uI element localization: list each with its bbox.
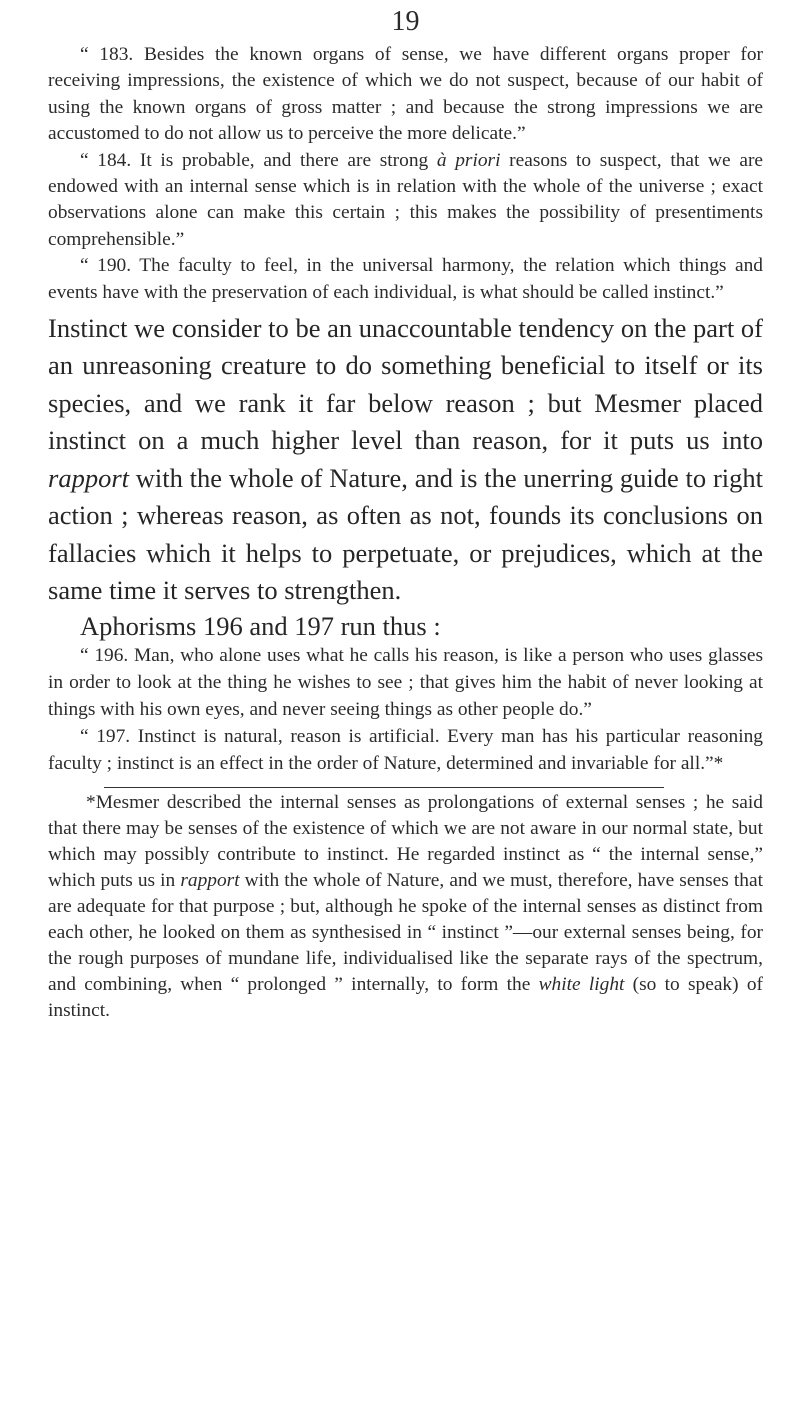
footnote-text-c: (so to speak) of instinct. (48, 974, 763, 1022)
body-paragraph-text-a: Instinct we consider to be an unaccountable tendency on the part of an unreasoning creature to do something beneficial to itself or its species, and we rank it far below reason ; but Mesmer placed instinct on a much higher level than reason, for it puts us into (48, 313, 763, 456)
body-paragraph-italic: rapport (48, 462, 129, 493)
footnote-text-a: *Mesmer described the internal senses as prolongations of external senses ; he said that there may be senses of the existence of which we are not aware in our normal state, but which may possibly contribute to instinct. He regarded instinct as “ the internal sense,” which puts us in (48, 792, 763, 892)
aphorism-183 (48, 42, 763, 148)
body-paragraph-text-b: with the whole of Nature, and is the unerring guide to right action ; whereas reason, as often as not, founds its conclusions on fallacies which it helps to perpetuate, or prejudices, which at the same time it serves to strengthen. (48, 462, 763, 605)
aphorism-184-text-b: reasons to suspect, that we are endowed with an internal sense which is in relation with the whole of the universe ; exact observations alone can make this certain ; this makes the possibility of presentiments comprehensible.” (48, 149, 764, 250)
footnote-italic-b: white light (538, 974, 625, 996)
aphorism-190 (48, 253, 763, 306)
page-number: 19 (391, 6, 420, 37)
footnote-italic-a: rapport (180, 870, 240, 892)
aphorism-196 (48, 643, 763, 723)
aphorisms-intro: Aphorisms 196 and 197 run thus : (80, 611, 441, 642)
footnote-divider (104, 787, 664, 788)
aphorism-184-italic: à priori (436, 149, 501, 171)
aphorism-184-text-a: “ 184. It is probable, and there are strong (80, 149, 437, 171)
aphorism-197-text: “ 197. Instinct is natural, reason is artificial. Every man has his particular reasoning faculty ; instinct is an effect in the order of Nature, determined and invariable for all.”* (48, 725, 763, 774)
aphorism-184 (48, 148, 763, 254)
aphorism-190-text: “ 190. The faculty to feel, in the universal harmony, the relation which things and events have with the preservation of each individual, is what should be called instinct.” (48, 255, 763, 303)
aphorism-197 (48, 724, 763, 778)
aphorism-196-text: “ 196. Man, who alone uses what he calls his reason, is like a person who uses glasses in order to look at the thing he wishes to see ; that gives him the habit of never looking at things with his own eyes, and never seeing things as other people do.” (48, 645, 763, 720)
footnote-text-b: with the whole of Nature, and we must, therefore, have senses that are adequate for that purpose ; but, although he spoke of the internal senses as distinct from each other, he looked on them as synthesised in “ instinct ”—our external senses being, for the rough purposes of mundane life, individualised like the separate rays of the spectrum, and combining, when “ prolonged ” internally, to form the (48, 870, 763, 996)
aphorism-183-text: “ 183. Besides the known organs of sense, we have different organs proper for receiving impressions, the existence of which we do not suspect, because of our habit of using the known organs of gross matter ; and because the strong impressions we are accustomed to do not allow us to perceive the more delicate.” (48, 44, 763, 145)
footnote (48, 790, 763, 1024)
body-paragraph (48, 310, 763, 609)
